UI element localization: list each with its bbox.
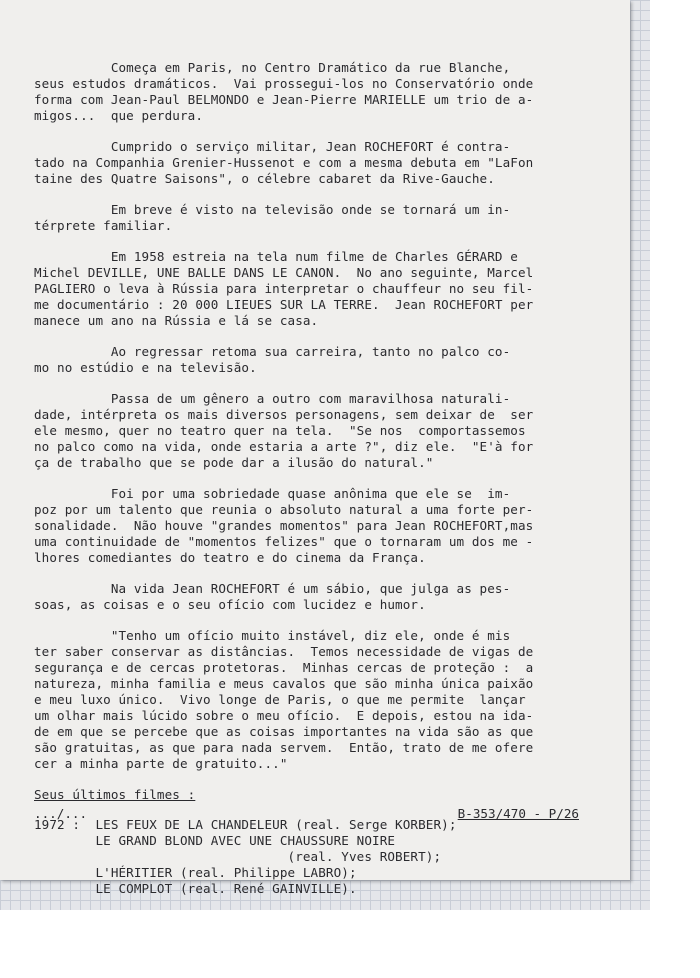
paragraph-9-quote bbox=[34, 628, 594, 772]
document-reference: B-353/470 - P/26 bbox=[457, 806, 579, 821]
text-line: manece um ano na Rússia e lá se casa. bbox=[34, 313, 319, 328]
text-line: Passa de um gênero a outro com maravilhosa naturali- bbox=[34, 391, 511, 406]
films-heading: Seus últimos filmes : bbox=[34, 787, 196, 802]
film-line: L'HÉRITIER (real. Philippe LABRO); bbox=[34, 865, 357, 880]
text-line: Em breve é visto na televisão onde se tornará um in- bbox=[34, 202, 511, 217]
text-line: ele mesmo, quer no teatro quer na tela. "Se nos comportassemos bbox=[34, 423, 526, 438]
paragraph-3 bbox=[34, 202, 594, 234]
paragraph-1 bbox=[34, 60, 594, 124]
text-line: migos... que perdura. bbox=[34, 108, 204, 123]
text-line: ter saber conservar as distâncias. Temos necessidade de vigas de bbox=[34, 644, 534, 659]
paragraph-8 bbox=[34, 581, 594, 613]
film-line: LE GRAND BLOND AVEC UNE CHAUSSURE NOIRE bbox=[34, 833, 396, 848]
text-line: segurança e de cercas protetoras. Minhas cercas de proteção : a bbox=[34, 660, 534, 675]
paragraph-2 bbox=[34, 139, 594, 187]
paragraph-7 bbox=[34, 486, 594, 566]
text-line: Cumprido o serviço militar, Jean ROCHEFORT é contra- bbox=[34, 139, 511, 154]
text-line: "Tenho um ofício muito instável, diz ele, onde é mis bbox=[34, 628, 511, 643]
text-line: térprete familiar. bbox=[34, 218, 173, 233]
paragraph-6 bbox=[34, 391, 594, 471]
text-line: são gratuitas, as que para nada servem. Então, trato de me ofere bbox=[34, 740, 534, 755]
text-line: dade, intérpreta os mais diversos personagens, sem deixar de ser bbox=[34, 407, 534, 422]
film-line: LE COMPLOT (real. René GAINVILLE). bbox=[34, 881, 357, 896]
text-line: tado na Companhia Grenier-Hussenot e com a mesma debuta em "LaFon bbox=[34, 155, 534, 170]
continuation-mark: .../... bbox=[34, 806, 88, 821]
text-line: Foi por uma sobriedade quase anônima que ele se im- bbox=[34, 486, 511, 501]
film-line: 1972 : LES FEUX DE LA CHANDELEUR (real. Serge KORBER); bbox=[34, 817, 457, 832]
page-footer bbox=[34, 806, 579, 821]
text-line: natureza, minha familia e meus cavalos que são minha única paixão bbox=[34, 676, 534, 691]
text-line: e meu luxo único. Vivo longe de Paris, o que me permite lançar bbox=[34, 692, 526, 707]
text-line: um olhar mais lúcido sobre o meu ofício. E depois, estou na ida- bbox=[34, 708, 534, 723]
text-line: poz por um talento que reunia o absoluto natural a uma forte per- bbox=[34, 502, 534, 517]
text-line: mo no estúdio e na televisão. bbox=[34, 360, 257, 375]
text-line: Em 1958 estreia na tela num filme de Charles GÉRARD e bbox=[34, 249, 518, 264]
text-line: no palco como na vida, onde estaria a arte ?", diz ele. "E'à for bbox=[34, 439, 534, 454]
text-line: cer a minha parte de gratuito..." bbox=[34, 756, 288, 771]
text-line: de em que se percebe que as coisas importantes na vida são as que bbox=[34, 724, 534, 739]
text-line: taine des Quatre Saisons", o célebre cabaret da Rive-Gauche. bbox=[34, 171, 495, 186]
text-line: Começa em Paris, no Centro Dramático da rue Blanche, bbox=[34, 60, 511, 75]
text-line: sonalidade. Não houve "grandes momentos" para Jean ROCHEFORT,mas bbox=[34, 518, 534, 533]
text-line: me documentário : 20 000 LIEUES SUR LA TERRE. Jean ROCHEFORT per bbox=[34, 297, 534, 312]
text-line: Michel DEVILLE, UNE BALLE DANS LE CANON. No ano seguinte, Marcel bbox=[34, 265, 534, 280]
text-line: uma continuidade de "momentos felizes" que o tornaram um dos me - bbox=[34, 534, 534, 549]
film-line: (real. Yves ROBERT); bbox=[34, 849, 442, 864]
films-list bbox=[34, 817, 594, 897]
text-line: PAGLIERO o leva à Rússia para interpretar o chauffeur no seu fil- bbox=[34, 281, 534, 296]
text-line: Ao regressar retoma sua carreira, tanto no palco co- bbox=[34, 344, 511, 359]
text-line: soas, as coisas e o seu ofício com lucidez e humor. bbox=[34, 597, 426, 612]
text-line: seus estudos dramáticos. Vai prossegui-los no Conservatório onde bbox=[34, 76, 534, 91]
document-body bbox=[34, 60, 594, 897]
text-line: lhores comediantes do teatro e do cinema da França. bbox=[34, 550, 426, 565]
paragraph-5 bbox=[34, 344, 594, 376]
text-line: ça de trabalho que se pode dar a ilusão do natural." bbox=[34, 455, 434, 470]
paragraph-4 bbox=[34, 249, 594, 329]
text-line: Na vida Jean ROCHEFORT é um sábio, que julga as pes- bbox=[34, 581, 511, 596]
text-line: forma com Jean-Paul BELMONDO e Jean-Pierre MARIELLE um trio de a- bbox=[34, 92, 534, 107]
